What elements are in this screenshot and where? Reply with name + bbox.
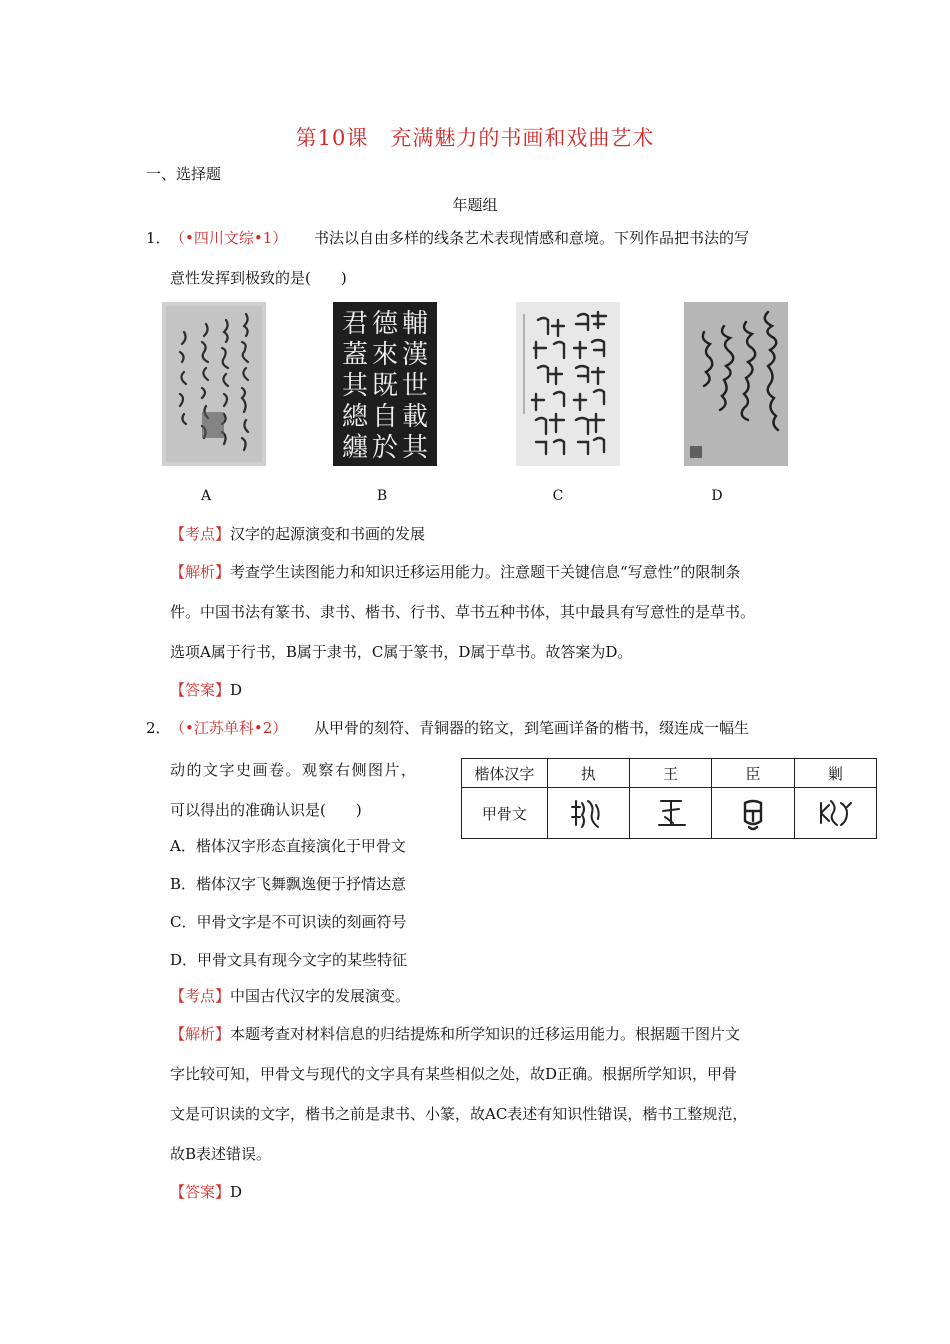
table-cell: 执 [547, 759, 629, 788]
rubbing-character: 總 [341, 402, 369, 432]
q1-stem-line1: 书法以自由多样的线条艺术表现情感和意境。下列作品把书法的写 [314, 229, 750, 247]
q1-kaodian-label: 【考点】 [170, 525, 231, 543]
rubbing-character: 其 [401, 433, 429, 463]
table-cell: 楷体汉字 [462, 759, 548, 788]
oracle-glyph-chen [712, 788, 794, 839]
q1-number: 1． [146, 229, 171, 247]
q2-jiexi-line4: 故B表述错误。 [170, 1145, 272, 1163]
group-heading: 年题组 [452, 196, 498, 214]
q2-jiexi-line2: 字比较可知，甲骨文与现代的文字具有某些相似之处，故D正确。根据所学知识，甲骨 [170, 1065, 738, 1083]
rubbing-character: 世 [401, 371, 429, 401]
q1-jiexi-line3: 选项A属于行书，B属于隶书，C属于篆书，D属于草书。故答案为D。 [170, 643, 633, 661]
table-cell: 王 [630, 759, 712, 788]
q2-option-d: D．甲骨文具有现今文字的某些特征 [170, 951, 408, 969]
rubbing-character: 載 [401, 402, 429, 432]
rubbing-character: 輔 [401, 309, 429, 339]
rubbing-character: 既 [371, 371, 399, 401]
q1-source: （•四川文综•1） [170, 229, 288, 247]
oracle-glyph-jiao [794, 788, 876, 839]
table-cell: 臣 [712, 759, 794, 788]
q2-answer: D [230, 1183, 243, 1201]
calligraphy-image-c [516, 302, 620, 466]
q2-jiexi-line3: 文是可识读的文字，楷书之前是隶书、小篆，故AC表述有知识性错误，楷书工整规范， [170, 1105, 748, 1123]
rubbing-character: 於 [371, 433, 399, 463]
q2-number: 2． [146, 719, 171, 737]
rubbing-character: 來 [371, 340, 399, 370]
q1-jiexi-line2: 件。中国书法有篆书、隶书、楷书、行书、草书五种书体，其中最具有写意性的是草书。 [170, 603, 756, 621]
q2-answer-label: 【答案】 [170, 1183, 231, 1201]
table-row [462, 759, 877, 788]
q2-source: （•江苏单科•2） [170, 719, 288, 737]
rubbing-character: 漢 [401, 340, 429, 370]
q1-stem-line2: 意性发挥到极致的是( ) [170, 269, 347, 287]
q2-stem-line2: 动的文字史画卷。观察右侧图片， [170, 761, 418, 779]
caption-d: D [711, 488, 723, 504]
table-cell: 剿 [794, 759, 876, 788]
calligraphy-image-b [333, 302, 437, 466]
oracle-glyph-wang [630, 788, 712, 839]
section-heading: 一、选择题 [146, 165, 222, 183]
caption-a: A [200, 488, 212, 504]
q2-jiexi-label: 【解析】 [170, 1025, 231, 1043]
q2-option-b: B．楷体汉字飞舞飘逸便于抒情达意 [170, 875, 407, 893]
page-title: 第10课 充满魅力的书画和戏曲艺术 [295, 126, 655, 150]
rubbing-character: 德 [371, 309, 399, 339]
q2-option-c: C．甲骨文字是不可识读的刻画符号 [170, 913, 407, 931]
rubbing-character: 自 [371, 402, 399, 432]
rubbing-character: 蓋 [341, 340, 369, 370]
q2-stem-line3: 可以得出的准确认识是( ) [170, 801, 362, 819]
q2-kaodian-label: 【考点】 [170, 987, 231, 1005]
q2-kaodian: 中国古代汉字的发展演变。 [230, 987, 411, 1005]
calligraphy-image-d [684, 302, 788, 466]
oracle-glyph-zhi [547, 788, 629, 839]
table-cell: 甲骨文 [462, 788, 548, 839]
q2-jiexi-line1: 本题考查对材料信息的归结提炼和所学知识的迁移运用能力。根据题干图片文 [230, 1025, 741, 1043]
rubbing-character: 君 [341, 309, 369, 339]
rubbing-character: 其 [341, 371, 369, 401]
table-row [462, 788, 877, 839]
calligraphy-image-a [162, 302, 266, 466]
q1-answer-label: 【答案】 [170, 681, 231, 699]
q1-jiexi-label: 【解析】 [170, 563, 231, 581]
q1-jiexi-line1: 考查学生读图能力和知识迁移运用能力。注意题干关键信息“写意性”的限制条 [230, 563, 741, 581]
caption-b: B [376, 488, 388, 504]
q2-stem-line1: 从甲骨的刻符、青铜器的铭文，到笔画详备的楷书，缀连成一幅生 [314, 719, 750, 737]
script-comparison-table [461, 758, 877, 839]
rubbing-character: 纏 [341, 433, 369, 463]
q1-answer: D [230, 681, 243, 699]
q2-option-a: A．楷体汉字形态直接演化于甲骨文 [170, 837, 406, 855]
caption-c: C [552, 488, 564, 504]
q1-kaodian: 汉字的起源演变和书画的发展 [230, 525, 426, 543]
